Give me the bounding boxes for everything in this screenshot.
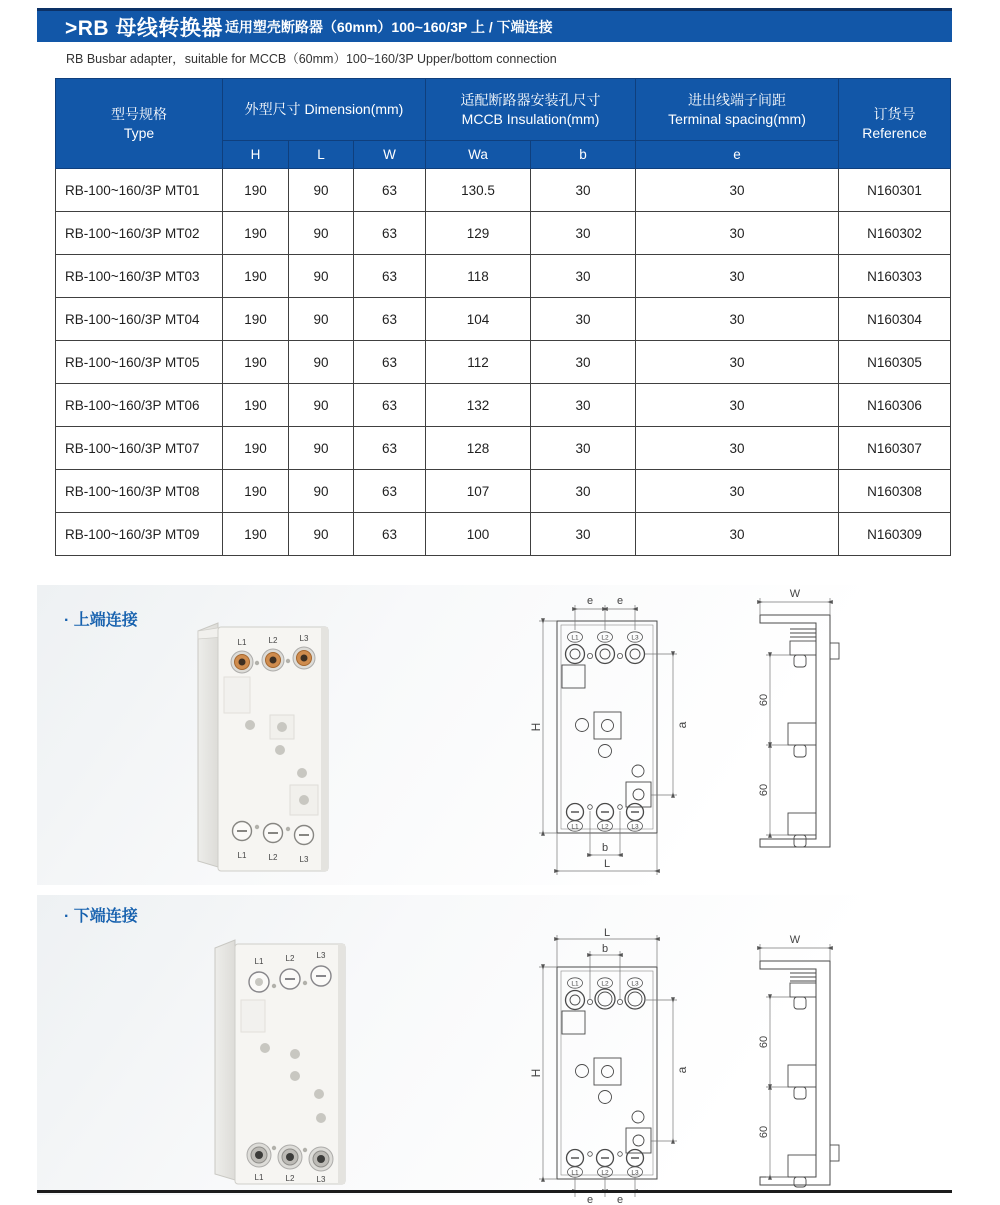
- table-row: [56, 298, 951, 341]
- cell-b: 30: [531, 470, 636, 513]
- device-edge-shade: [338, 944, 345, 1184]
- cell-reference: N160301: [839, 169, 951, 212]
- col-header-terminal-en: Terminal spacing(mm): [668, 110, 806, 127]
- phase-label: L3: [299, 855, 309, 864]
- cell-w: 63: [354, 470, 426, 513]
- cell-reference: N160305: [839, 341, 951, 384]
- cell-e: 30: [636, 212, 839, 255]
- cell-wa: 128: [426, 427, 531, 470]
- cell-reference: N160302: [839, 212, 951, 255]
- table-row: [56, 169, 951, 212]
- cell-e: 30: [636, 470, 839, 513]
- device-side-flange: [215, 940, 235, 1180]
- sub-header-l: L: [289, 141, 354, 169]
- hook-clips: [788, 629, 816, 847]
- cell-wa: 107: [426, 470, 531, 513]
- dimension-lines: [760, 944, 830, 1177]
- page-title-suffix: 适用塑壳断路器（60mm）100~160/3P 上 / 下端连接: [224, 18, 553, 35]
- cell-b: 30: [531, 255, 636, 298]
- cell-w: 63: [354, 341, 426, 384]
- dim-label-b: b: [601, 943, 609, 955]
- col-header-mccb-en: MCCB Insulation(mm): [461, 110, 600, 127]
- cell-l: 90: [289, 212, 354, 255]
- side-drawing-upper: [730, 585, 880, 875]
- cell-reference: N160307: [839, 427, 951, 470]
- cell-type: RB-100~160/3P MT04: [56, 298, 223, 341]
- dim-label-60: 60: [758, 1125, 770, 1139]
- profile-outline: [760, 615, 839, 847]
- cell-wa: 118: [426, 255, 531, 298]
- cell-wa: 112: [426, 341, 531, 384]
- phase-label: L3: [316, 951, 326, 960]
- cell-wa: 132: [426, 384, 531, 427]
- cell-l: 90: [289, 169, 354, 212]
- phase-label: L3: [631, 1169, 639, 1177]
- phase-label: L3: [631, 634, 639, 642]
- cell-e: 30: [636, 427, 839, 470]
- table-row: [56, 255, 951, 298]
- cell-h: 190: [223, 169, 289, 212]
- cell-reference: N160303: [839, 255, 951, 298]
- phase-label: L2: [268, 636, 278, 645]
- table-row: [56, 212, 951, 255]
- upper-section-label: · 上端连接: [64, 612, 138, 629]
- cell-w: 63: [354, 212, 426, 255]
- col-header-mccb: [426, 79, 636, 141]
- cell-b: 30: [531, 212, 636, 255]
- dim-label-e: e: [616, 1194, 624, 1205]
- cell-type: RB-100~160/3P MT02: [56, 212, 223, 255]
- product-photo-lower: [195, 930, 367, 1195]
- cell-type: RB-100~160/3P MT07: [56, 427, 223, 470]
- cell-b: 30: [531, 513, 636, 556]
- phase-label: L1: [254, 957, 264, 966]
- dimension-lines: [760, 598, 830, 835]
- dim-label-e: e: [586, 595, 594, 607]
- col-header-terminal-cn: 进出线端子间距: [688, 91, 787, 108]
- cell-type: RB-100~160/3P MT09: [56, 513, 223, 556]
- cell-reference: N160306: [839, 384, 951, 427]
- front-drawing-upper: [505, 585, 705, 880]
- dim-label-60: 60: [758, 783, 770, 797]
- hook-clips: [788, 973, 816, 1187]
- sub-header-w: W: [354, 141, 426, 169]
- cell-h: 190: [223, 513, 289, 556]
- dim-label-e: e: [586, 1194, 594, 1205]
- dim-label-w: W: [789, 588, 801, 600]
- cell-b: 30: [531, 169, 636, 212]
- cell-w: 63: [354, 513, 426, 556]
- cell-e: 30: [636, 513, 839, 556]
- phase-label: L3: [316, 1175, 326, 1184]
- col-header-type-en: Type: [123, 124, 155, 141]
- cell-l: 90: [289, 427, 354, 470]
- phase-label: L1: [237, 851, 247, 860]
- device-outline: [557, 621, 657, 833]
- phase-label: L1: [237, 638, 247, 647]
- sub-header-wa: Wa: [426, 141, 531, 169]
- page-bottom-rule: [37, 1190, 952, 1193]
- phase-label: L2: [268, 853, 278, 862]
- cell-l: 90: [289, 255, 354, 298]
- sub-header-h: H: [223, 141, 289, 169]
- cell-h: 190: [223, 427, 289, 470]
- dim-label-e: e: [616, 595, 624, 607]
- cell-h: 190: [223, 255, 289, 298]
- cell-e: 30: [636, 341, 839, 384]
- front-drawing-lower: [505, 925, 705, 1205]
- product-photo-upper: [178, 615, 350, 883]
- dim-label-b: b: [601, 842, 609, 854]
- cell-w: 63: [354, 169, 426, 212]
- dim-label-60: 60: [758, 693, 770, 707]
- cell-h: 190: [223, 341, 289, 384]
- cell-b: 30: [531, 427, 636, 470]
- dim-label-h: H: [529, 722, 543, 732]
- phase-label: L2: [285, 954, 295, 963]
- col-header-type: [56, 79, 223, 169]
- col-header-reference-en: Reference: [862, 124, 927, 141]
- page-title: >RB 母线转换器: [65, 16, 223, 40]
- cell-l: 90: [289, 513, 354, 556]
- cell-w: 63: [354, 384, 426, 427]
- col-header-type-cn: 型号规格: [111, 105, 167, 122]
- phase-label: L3: [631, 980, 639, 988]
- device-edge-shade: [321, 627, 328, 871]
- cell-reference: N160309: [839, 513, 951, 556]
- page-subtitle: RB Busbar adapter，suitable for MCCB（60mm）100~160/3P Upper/bottom connection: [66, 52, 557, 66]
- cell-type: RB-100~160/3P MT08: [56, 470, 223, 513]
- cell-wa: 129: [426, 212, 531, 255]
- dim-label-a: a: [675, 1066, 689, 1074]
- cell-type: RB-100~160/3P MT05: [56, 341, 223, 384]
- table-row: [56, 470, 951, 513]
- cell-h: 190: [223, 384, 289, 427]
- sub-header-b: b: [531, 141, 636, 169]
- phase-label: L2: [601, 823, 609, 831]
- col-header-reference-cn: 订货号: [873, 105, 916, 122]
- barrel-terminals: [247, 1143, 333, 1171]
- col-header-mccb-cn: 适配断路器安装孔尺寸: [460, 91, 601, 108]
- profile-outline: [760, 961, 839, 1185]
- cell-e: 30: [636, 169, 839, 212]
- cell-e: 30: [636, 384, 839, 427]
- cell-l: 90: [289, 341, 354, 384]
- cell-reference: N160304: [839, 298, 951, 341]
- table-row: [56, 384, 951, 427]
- cell-wa: 130.5: [426, 169, 531, 212]
- cell-w: 63: [354, 427, 426, 470]
- cell-l: 90: [289, 298, 354, 341]
- phase-label: L2: [285, 1174, 295, 1183]
- cell-w: 63: [354, 298, 426, 341]
- phase-label: L2: [601, 1169, 609, 1177]
- side-drawing-lower: [730, 935, 880, 1195]
- phase-label: L1: [571, 634, 579, 642]
- phase-label: L3: [299, 634, 309, 643]
- cell-type: RB-100~160/3P MT06: [56, 384, 223, 427]
- phase-label: L3: [631, 823, 639, 831]
- dim-label-h: H: [529, 1068, 543, 1078]
- dim-label-a: a: [675, 721, 689, 729]
- cell-type: RB-100~160/3P MT01: [56, 169, 223, 212]
- drawing-details: [562, 645, 651, 821]
- cell-e: 30: [636, 255, 839, 298]
- panel-recess: [241, 1000, 265, 1032]
- dim-label-l: L: [603, 927, 611, 939]
- sub-header-e: e: [636, 141, 839, 169]
- cell-l: 90: [289, 470, 354, 513]
- cell-wa: 100: [426, 513, 531, 556]
- drawing-details: [562, 989, 651, 1167]
- lower-section-label: · 下端连接: [64, 908, 138, 925]
- cell-b: 30: [531, 298, 636, 341]
- dim-label-60: 60: [758, 1035, 770, 1049]
- dim-label-l: L: [603, 858, 611, 870]
- phase-label: L2: [601, 980, 609, 988]
- cell-b: 30: [531, 384, 636, 427]
- cell-e: 30: [636, 298, 839, 341]
- page-title-bar: [37, 8, 952, 42]
- cell-h: 190: [223, 298, 289, 341]
- cell-h: 190: [223, 212, 289, 255]
- phase-label: L1: [571, 1169, 579, 1177]
- table-row: [56, 427, 951, 470]
- phase-label: L2: [601, 634, 609, 642]
- cell-h: 190: [223, 470, 289, 513]
- cell-b: 30: [531, 341, 636, 384]
- panel-recess: [224, 677, 250, 713]
- spec-table: [55, 78, 951, 556]
- phase-label: L1: [571, 980, 579, 988]
- col-header-terminal: [636, 79, 839, 141]
- cell-wa: 104: [426, 298, 531, 341]
- phase-label: L1: [571, 823, 579, 831]
- copper-terminals: [231, 647, 315, 673]
- col-header-reference: [839, 79, 951, 169]
- cell-type: RB-100~160/3P MT03: [56, 255, 223, 298]
- cell-reference: N160308: [839, 470, 951, 513]
- dim-label-w: W: [789, 935, 801, 946]
- cell-w: 63: [354, 255, 426, 298]
- table-row: [56, 341, 951, 384]
- table-row: [56, 513, 951, 556]
- phase-label: L1: [254, 1173, 264, 1182]
- cell-l: 90: [289, 384, 354, 427]
- device-side-flange: [198, 623, 218, 867]
- col-header-dimension: 外型尺寸 Dimension(mm): [223, 79, 426, 141]
